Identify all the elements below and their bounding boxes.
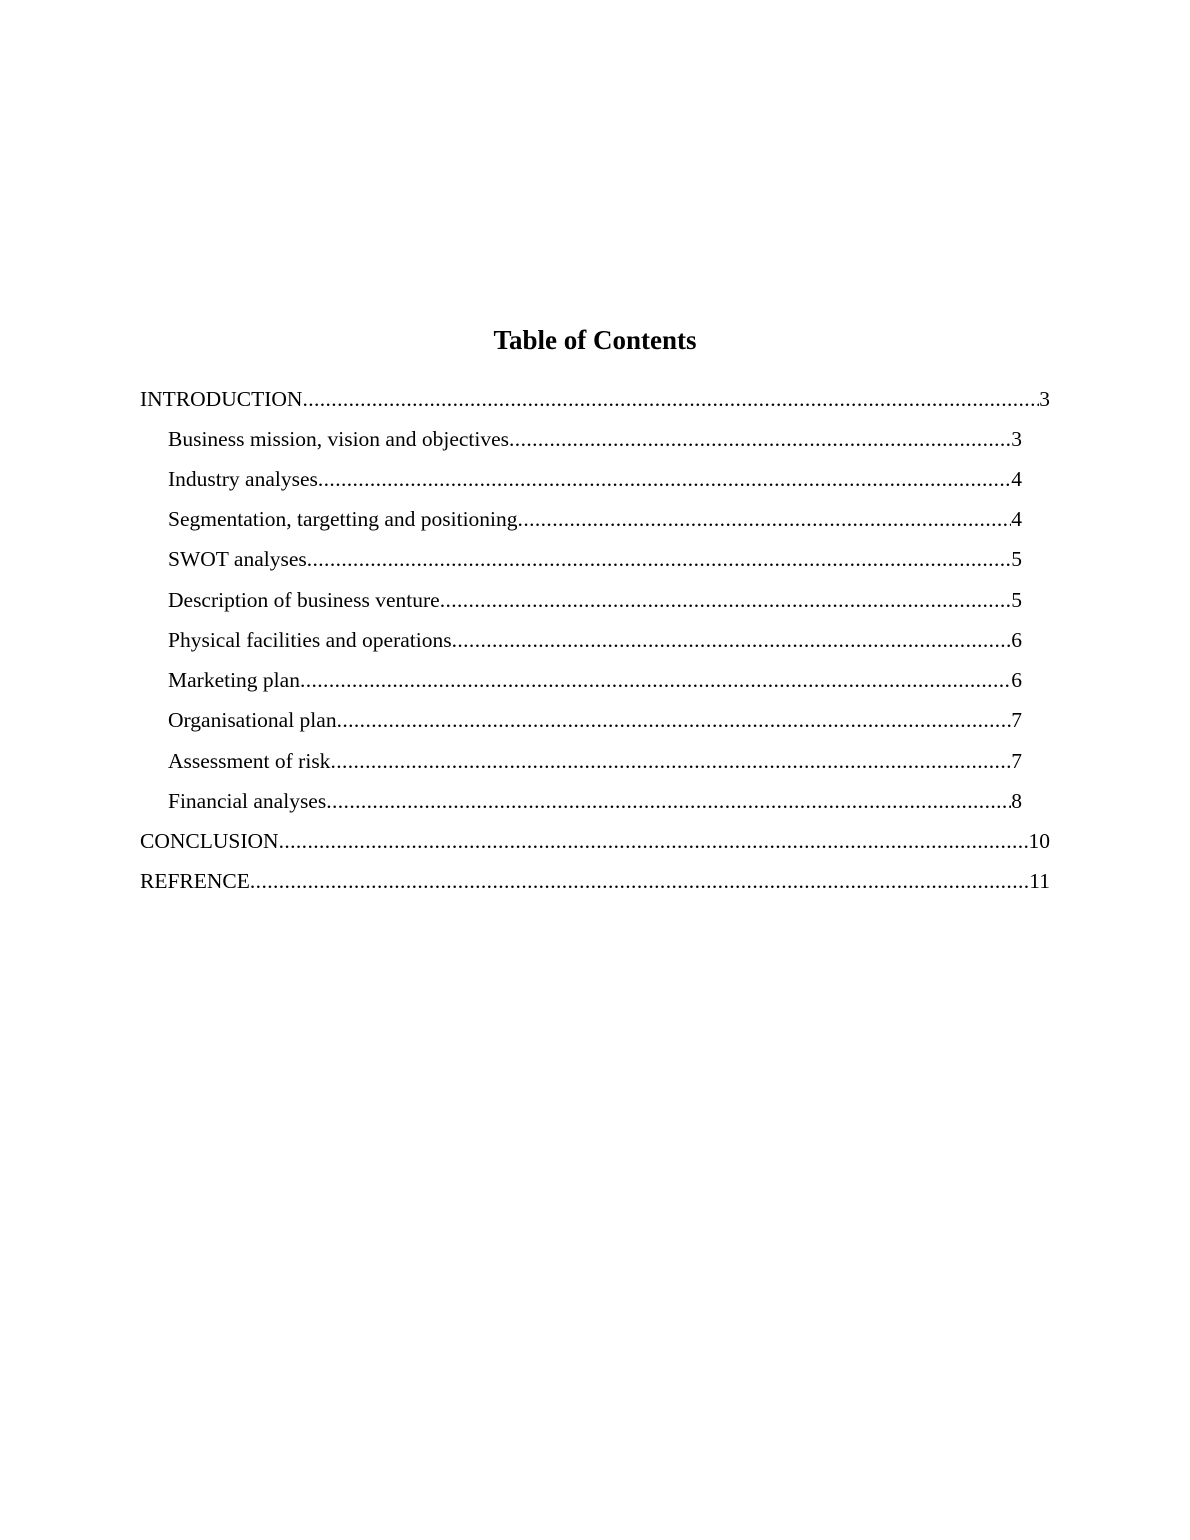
toc-entry-label: CONCLUSION [140,829,279,853]
toc-entry-marketing-plan[interactable] [168,665,1022,695]
toc-entry-label: INTRODUCTION [140,387,303,411]
toc-dot-leader [307,544,1012,574]
toc-entry-page: 7 [1011,749,1022,773]
toc-entry-label: Financial analyses [168,789,327,813]
toc-entry-page: 5 [1011,547,1022,571]
toc-entry-financial-analyses[interactable] [168,786,1022,816]
toc-entry-page: 8 [1011,789,1022,813]
toc-entry-label: Business mission, vision and objectives [168,427,510,451]
toc-entry-page: 5 [1011,588,1022,612]
toc-entry-label: Physical facilities and operations [168,628,452,652]
toc-entry-page: 7 [1011,708,1022,732]
toc-dot-leader [440,585,1012,615]
toc-entry-page: 6 [1011,668,1022,692]
toc-dot-leader [302,384,1039,414]
toc-entry-page: 4 [1011,507,1022,531]
toc-entry-organisational-plan[interactable] [168,705,1022,735]
toc-dot-leader [326,786,1011,816]
toc-title: Table of Contents [493,325,697,355]
toc-dot-leader [300,665,1011,695]
toc-entry-label: REFRENCE [140,869,250,893]
toc-entry-page: 10 [1028,829,1050,853]
toc-entry-swot-analyses[interactable] [168,544,1022,574]
toc-entry-label: Segmentation, targetting and positioning [168,507,518,531]
toc-dot-leader [330,746,1011,776]
toc-entry-label: Industry analyses [168,467,318,491]
toc-entry-label: Organisational plan [168,708,337,732]
toc-dot-leader [337,705,1012,735]
toc-entry-industry-analyses[interactable] [168,464,1022,494]
toc-entry-label: SWOT analyses [168,547,307,571]
toc-entry-page: 4 [1011,467,1022,491]
toc-entry-page: 3 [1039,387,1050,411]
toc-entry-label: Assessment of risk [168,749,331,773]
toc-entry-page: 11 [1029,869,1050,893]
toc-entry-refrence[interactable] [140,866,1050,896]
toc-entry-conclusion[interactable] [140,826,1050,856]
toc-dot-leader [452,625,1012,655]
toc-entry-label: Marketing plan [168,668,300,692]
toc-entry-introduction[interactable] [140,384,1050,414]
toc-entry-page: 6 [1011,628,1022,652]
toc-dot-leader [279,826,1029,856]
toc-dot-leader [509,424,1011,454]
toc-entry-segmentation[interactable] [168,504,1022,534]
toc-entry-assessment-of-risk[interactable] [168,746,1022,776]
toc-entry-business-mission[interactable] [168,424,1022,454]
toc-entry-page: 3 [1011,427,1022,451]
toc-entry-label: Description of business venture [168,588,440,612]
toc-dot-leader [250,866,1029,896]
toc-entry-business-venture[interactable] [168,585,1022,615]
toc-dot-leader [318,464,1011,494]
toc-dot-leader [518,504,1012,534]
toc-entry-physical-facilities[interactable] [168,625,1022,655]
